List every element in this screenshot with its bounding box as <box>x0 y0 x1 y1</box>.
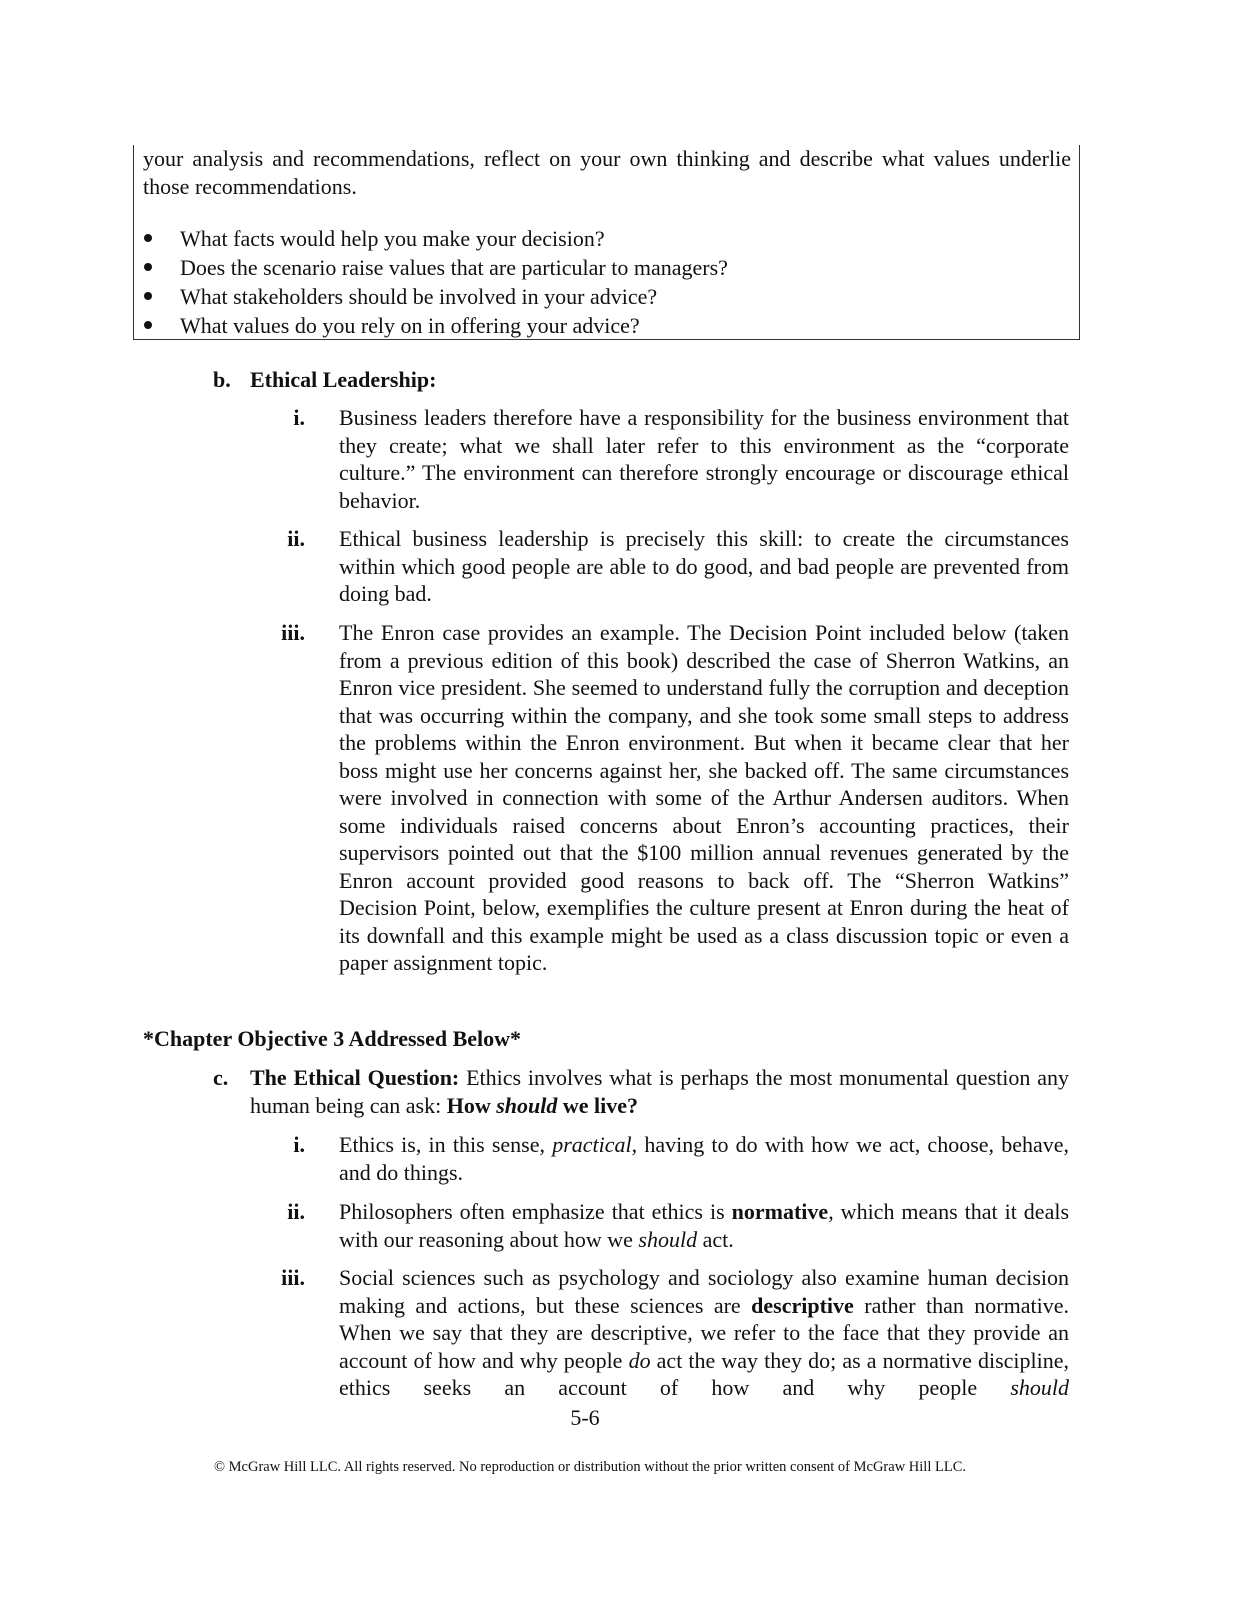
item-c-i-emphasis: practical <box>552 1132 632 1157</box>
page-number: 5-6 <box>570 1405 600 1430</box>
item-c-ii-pre: Philosophers often emphasize that ethics is <box>339 1199 725 1224</box>
list-item <box>134 254 1074 283</box>
section-c-title: The Ethical Question: <box>250 1065 460 1090</box>
item-c-ii-mid: , which means that it deals with our reasoning about how we <box>339 1199 1070 1252</box>
list-item <box>134 283 1074 312</box>
item-c-iii-pre: Social sciences such as psychology and sociology also examine human decision making and actions, but these sciences are <box>339 1265 1069 1318</box>
bullet-text: What facts would help you make your decision? <box>180 226 605 251</box>
item-c-iii-emphasis: do <box>628 1347 651 1373</box>
item-c-i-number: i. <box>293 1132 305 1157</box>
bullet-text: What stakeholders should be involved in your advice? <box>180 284 658 309</box>
list-item <box>134 312 1074 341</box>
item-c-ii-text <box>339 1198 1069 1253</box>
question-word: How <box>446 1092 491 1118</box>
item-c-iii-emphasis2: should <box>1010 1375 1069 1400</box>
section-b-title: Ethical Leadership: <box>250 367 437 392</box>
bullet-text: Does the scenario raise values that are particular to managers? <box>180 255 728 280</box>
item-b-iii-number: iii. <box>281 620 305 645</box>
item-c-iii-number: iii. <box>281 1265 305 1290</box>
item-b-i-number: i. <box>293 405 305 430</box>
item-b-iii-text: The Enron case provides an example. The Decision Point included below (taken from a previous edition of this book) described the case of Sherron Watkins, an Enron vice president. She seemed to understand fully the corruption and deception that was occurring within the company, and she took some small steps to address the problems within the Enron environment. But when it became clear that her boss might use her concerns against her, she backed off. The same circumstances were involved in connection with some of the Arthur Andersen auditors. When some individuals raised concerns about Enron’s accounting practices, their supervisors pointed out that the $100 million annual revenues generated by the Enron account provided good reasons to back off. The “Sherron Watkins” Decision Point, below, exemplifies the culture present at Enron during the heat of its downfall and this example might be used as a class discussion topic or even a paper assignment topic. <box>339 620 1069 975</box>
list-item <box>134 225 1074 254</box>
item-c-iii-mid2: act the way they do; as a normative discipline, ethics seeks an account of how and why people <box>339 1347 1070 1400</box>
copyright-footer: © McGraw Hill LLC. All rights reserved. No reproduction or distribution without the prior written consent of McGraw Hill LLC. <box>214 1459 966 1475</box>
section-c-intro: Ethics involves what is perhaps the most monumental question any human being can ask: <box>250 1065 1069 1118</box>
box-intro-text: your analysis and recommendations, reflect on your own thinking and describe what values underlie those recommendations. <box>143 146 1071 199</box>
question-list <box>134 225 1074 341</box>
bullet-icon <box>144 234 152 242</box>
item-c-i-text <box>339 1131 1069 1186</box>
bullet-icon <box>144 292 152 300</box>
chapter-objective-heading: *Chapter Objective 3 Addressed Below* <box>143 1026 522 1051</box>
item-b-ii-text: Ethical business leadership is precisely this skill: to create the circumstances within which good people are able to do good, and bad people are prevented from doing bad. <box>339 526 1069 606</box>
bullet-icon <box>144 263 152 271</box>
section-c-paragraph <box>250 1064 1069 1119</box>
item-c-i-post: , having to do with how we act, choose, behave, and do things. <box>339 1132 1070 1185</box>
section-c-question <box>447 1093 638 1118</box>
item-c-ii-number: ii. <box>287 1199 305 1224</box>
item-c-iii-strong: descriptive <box>751 1292 854 1318</box>
section-b-letter: b. <box>213 367 231 392</box>
item-c-ii-emphasis: should <box>638 1226 698 1252</box>
bullet-text: What values do you rely on in offering your advice? <box>180 313 640 338</box>
bullet-icon <box>144 321 152 329</box>
item-c-iii-mid: rather than normative. When we say that they are descriptive, we refer to the face that they provide an account of how and why people <box>339 1292 1069 1373</box>
item-c-i-pre: Ethics is, in this sense, <box>339 1132 545 1157</box>
question-end: we live? <box>562 1092 639 1118</box>
section-c-letter: c. <box>213 1065 229 1090</box>
item-c-ii-post: act. <box>702 1226 734 1252</box>
discussion-box <box>133 145 1080 340</box>
item-c-ii-strong: normative <box>731 1199 829 1224</box>
item-c-iii-text <box>339 1264 1069 1402</box>
item-b-ii-number: ii. <box>287 526 305 551</box>
item-b-i-text: Business leaders therefore have a responsibility for the business environment that they create; what we shall later refer to this environment as the “corporate culture.” The environment can therefore strongly encourage or discourage ethical behavior. <box>339 405 1069 513</box>
question-emphasis: should <box>496 1092 558 1118</box>
